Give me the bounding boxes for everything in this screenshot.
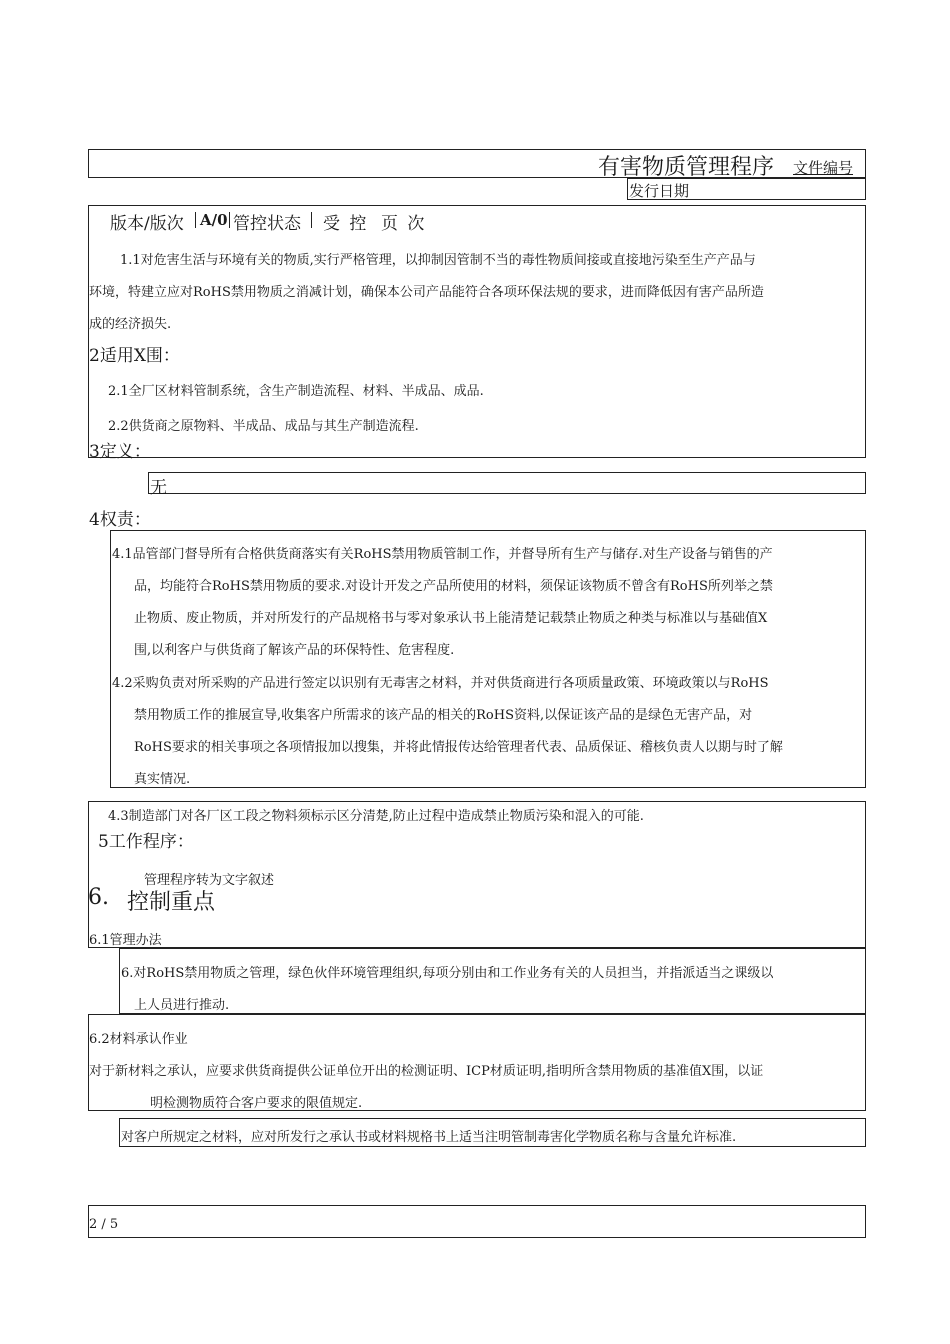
section5-heading: 5工作程序： [98, 832, 194, 852]
section4-1-line: 品，均能符合RoHS禁用物质的要求.对设计开发之产品所使用的材料，须保证该物质不曾含有RoHS所列举之禁 [134, 579, 773, 594]
definition-value: 无 [150, 478, 167, 498]
section4-heading: 4权责： [89, 510, 151, 530]
control-status-label: 管控状态 [233, 214, 301, 234]
section6-1-line: 上人员进行推动. [134, 998, 230, 1013]
page-number: 2 / 5 [89, 1217, 119, 1232]
management-box [119, 948, 866, 1014]
section1-line: 环境，特建立应对RoHS禁用物质之消减计划，确保本公司产品能符合各项环保法规的要求，进而降低因有害产品所造 [89, 285, 764, 300]
divider [311, 212, 312, 228]
section4-2-line: 真实情况. [134, 772, 191, 787]
section4-1-line: 4.1品管部门督导所有合格供货商落实有关RoHS禁用物质管制工作，并督导所有生产与储存.对生产设备与销售的产 [112, 547, 773, 562]
section6-2-extra: 对客户所规定之材料，应对所发行之承认书或材料规格书上适当注明管制毒害化学物质名称与含量允许标准. [121, 1130, 737, 1145]
section6-1-line: 6.对RoHS禁用物质之管理，绿色伙伴环境管理组织,每项分别由和工作业务有关的人员担当，并指派适当之课级以 [121, 966, 774, 981]
section4-3: 4.3制造部门对各厂区工段之物料须标示区分清楚,防止过程中造成禁止物质污染和混入的可能. [108, 809, 644, 824]
footer-box [88, 1205, 866, 1238]
section1-line: 1.1对危害生活与环境有关的物质,实行严格管理，以抑制因管制不当的毒性物质间接或直接地污染至生产产品与 [120, 253, 756, 268]
version-value: A/0 [200, 211, 228, 229]
issue-date-label: 发行日期 [629, 182, 690, 200]
doc-title: 有害物质管理程序 [598, 155, 775, 180]
section2-item: 2.1全厂区材料管制系统，含生产制造流程、材料、半成品、成品. [108, 384, 484, 399]
section6-1-heading: 6.1管理办法 [89, 933, 162, 948]
section4-1-line: 围,以利客户与供货商了解该产品的环保特性、危害程度. [134, 643, 455, 658]
section6-heading-text: 控制重点 [127, 890, 216, 915]
doc-number-label: 文件编号 [793, 159, 854, 177]
section3-heading: 3定义： [89, 442, 151, 462]
section6-2-heading: 6.2材料承认作业 [89, 1032, 188, 1047]
divider [229, 212, 230, 228]
section2-heading: 2适用X围： [89, 346, 180, 366]
version-label: 版本/版次 [110, 214, 184, 234]
section6-heading-number: 6. [88, 885, 109, 910]
section2-item: 2.2供货商之原物料、半成品、成品与其生产制造流程. [108, 419, 419, 434]
section4-1-line: 止物质、废止物质，并对所发行的产品规格书与零对象承认书上能清楚记载禁止物质之种类与标准以与基础值X [134, 611, 768, 626]
section6-2-line: 明检测物质符合客户要求的限值规定. [150, 1096, 363, 1111]
section4-2-line: 禁用物质工作的推展宣导,收集客户所需求的该产品的相关的RoHS资料,以保证该产品的是绿色无害产品，对 [134, 708, 753, 723]
section4-2-line: RoHS要求的相关事项之各项情报加以搜集，并将此情报传达给管理者代表、品质保证、稽核负责人以期与时了解 [134, 740, 783, 755]
definition-box [148, 472, 866, 494]
control-status-value: 受 控 [323, 214, 369, 234]
section6-2-line: 对于新材料之承认，应要求供货商提供公证单位开出的检测证明、ICP材质证明,指明所含禁用物质的基准值X围，以证 [89, 1064, 764, 1079]
divider [195, 212, 196, 228]
section4-2-line: 4.2采购负责对所采购的产品进行签定以识别有无毒害之材料，并对供货商进行各项质量政策、环境政策以与RoHS [112, 676, 769, 691]
page-label: 页 次 [381, 214, 427, 234]
section1-line: 成的经济损失. [89, 317, 172, 332]
section5-body: 管理程序转为文字叙述 [144, 873, 275, 888]
